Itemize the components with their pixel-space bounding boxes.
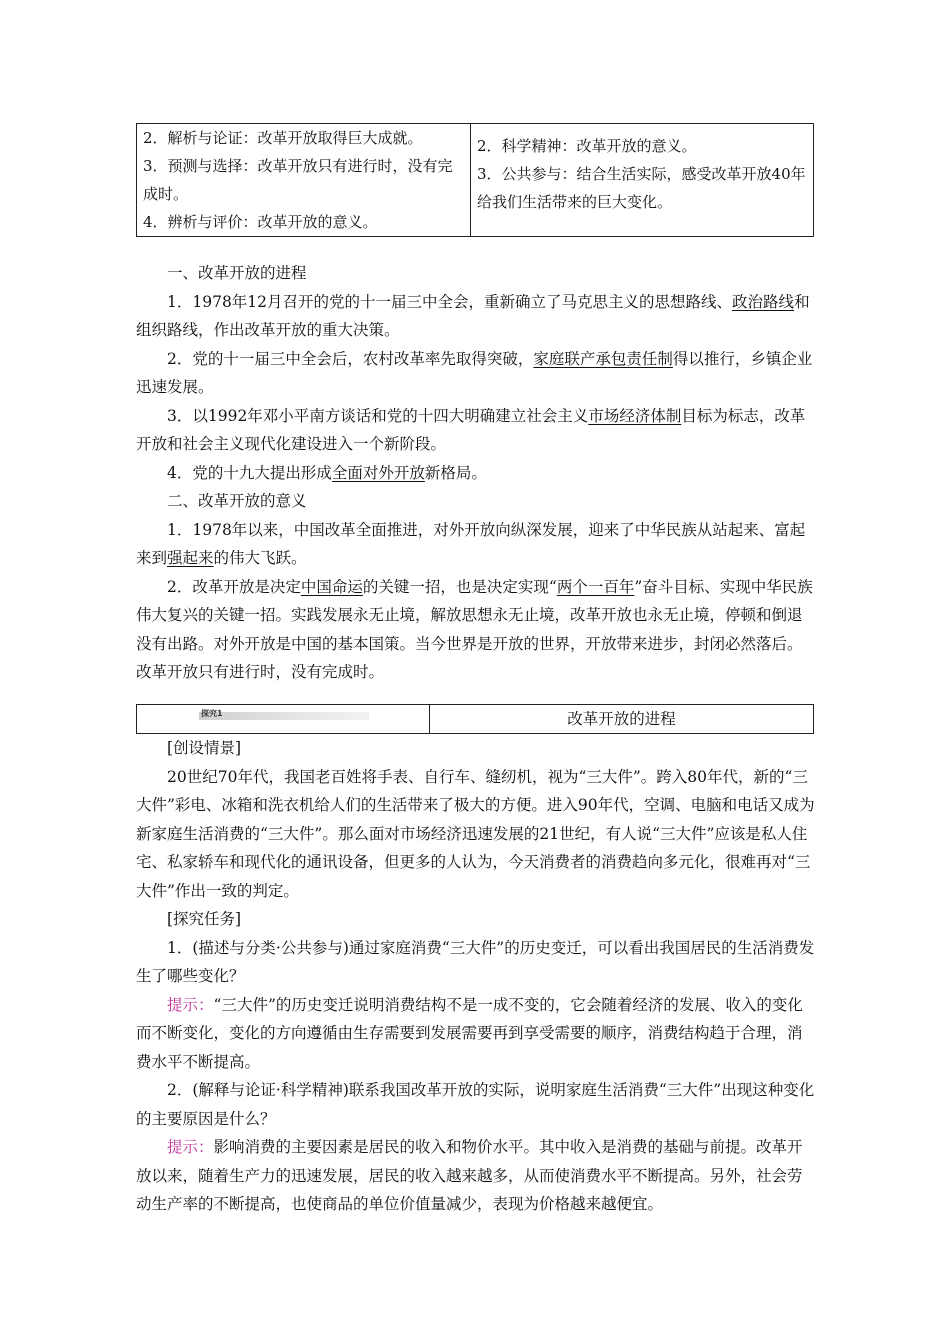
blank-answer: 家庭联产承包责任制 [533,349,673,368]
task-question-2: 2．(解释与论证·科学精神)联系我国改革开放的实际，说明家庭生活消费“三大件”出现这种变化的主要原因是什么？ [136,1081,815,1128]
explore-tag-label: 探究1 [201,709,223,718]
hint-label: 提示： [167,1138,214,1156]
blank-answer: 两个一百年 [556,577,635,596]
section1-heading: 一、改革开放的进程 [167,264,307,282]
knowledge-section [136,259,816,687]
explore-title: 改革开放的进程 [567,710,676,728]
section1-item2: 2．党的十一届三中全会后，农村改革率先取得突破，家庭联产承包责任制得以推行，乡镇企业迅速发展。 [136,349,813,396]
blank-answer: 政治路线 [732,292,795,311]
blank-answer: 全面对外开放 [331,463,425,482]
goal-left-line: 2．解析与论证：改革开放取得巨大成就。 [143,129,423,147]
tasks-label: [探究任务] [167,910,242,928]
goal-left-line: 3．预测与选择：改革开放只有进行时，没有完成时。 [143,157,453,203]
blank-answer: 中国命运 [300,577,363,596]
hint-label: 提示： [167,995,214,1014]
explore-section [136,734,816,1219]
goal-right-line: 3．公共参与：结合生活实际，感受改革开放40年给我们生活带来的巨大变化。 [477,165,806,211]
scenario-label: [创设情景] [167,739,242,757]
task-question-1: 1．(描述与分类·公共参与)通过家庭消费“三大件”的历史变迁，可以看出我国居民的生活消费发生了哪些变化？ [136,938,815,985]
goal-right-line: 2．科学精神：改革开放的意义。 [477,137,697,155]
task-answer-1: 提示：“三大件”的历史变迁说明消费结构不是一成不变的，它会随着经济的发展、收入的变化而不断变化，变化的方向遵循由生存需要到发展需要再到享受需要的顺序，消费结构趋于合理，消费水平不断提高。 [136,995,803,1071]
task-answer-2: 提示：影响消费的主要因素是居民的收入和物价水平。其中收入是消费的基础与前提。改革开放以来，随着生产力的迅速发展，居民的收入越来越多，从而使消费水平不断提高。另外，社会劳动生产率的不断提高，也使商品的单位价值量减少，表现为价格越来越便宜。 [136,1138,803,1213]
goal-left-line: 4．辨析与评价：改革开放的意义。 [143,213,378,231]
explore-tag-cell [137,705,430,733]
blank-answer: 强起来 [167,549,214,567]
section1-item3: 3．以1992年邓小平南方谈话和党的十四大明确建立社会主义市场经济体制目标为标志，改革开放和社会主义现代化建设进入一个新阶段。 [136,406,806,453]
explore-tag-banner [199,709,369,720]
goals-right-cell [471,124,813,236]
section2-item2: 2．改革开放是决定中国命运的关键一招，也是决定实现“两个一百年”奋斗目标、实现中华民族伟大复兴的关键一招。实践发展永无止境，解放思想永无止境，改革开放也永无止境，停顿和倒退没有出路。对外开放是中国的基本国策。当今世界是开放的世界，开放带来进步，封闭必然落后。改革开放只有进行时，没有完成时。 [136,577,813,681]
section2-item1: 1．1978年以来，中国改革全面推进，对外开放向纵深发展，迎来了中华民族从站起来、富起来到强起来的伟大飞跃。 [136,520,806,567]
section1-item1: 1．1978年12月召开的党的十一届三中全会，重新确立了马克思主义的思想路线、政治路线和组织路线，作出改革开放的重大决策。 [136,292,810,339]
section1-item4: 4．党的十九大提出形成全面对外开放新格局。 [167,463,487,482]
scenario-text: 20世纪70年代，我国老百姓将手表、自行车、缝纫机，视为“三大件”。跨入80年代，新的“三大件”彩电、冰箱和洗衣机给人们的生活带来了极大的方便。进入90年代，空调、电脑和电话又成为新家庭生活消费的“三大件”。那么面对市场经济迅速发展的21世纪，有人说“三大件”应该是私人住宅、私家轿车和现代化的通讯设备，但更多的人认为，今天消费者的消费趋向多元化，很难再对“三大件”作出一致的判定。 [136,767,815,900]
goals-table [136,123,814,237]
blank-answer: 市场经济体制 [588,406,682,425]
goals-left-cell [137,124,471,236]
section2-heading: 二、改革开放的意义 [167,492,307,510]
explore-header [136,704,814,734]
